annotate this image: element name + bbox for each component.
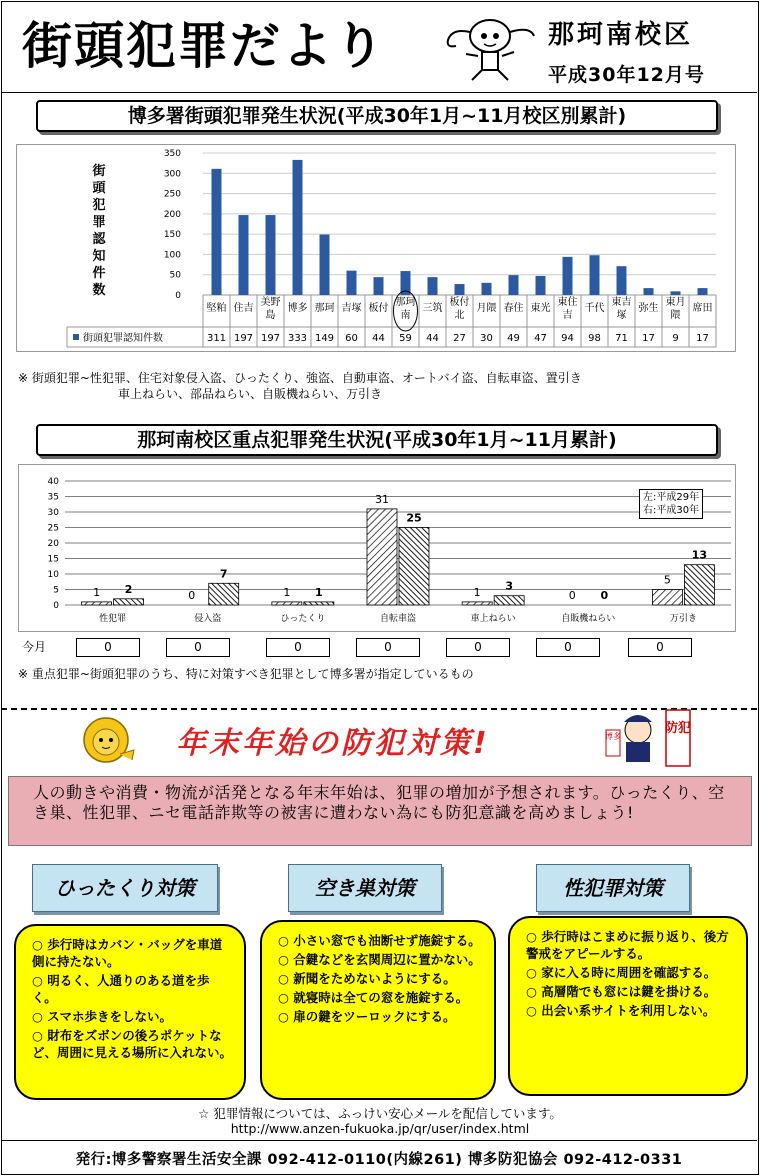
y-tick-label: 0 xyxy=(53,601,59,611)
value-label: 49 xyxy=(507,333,520,344)
value-label: 44 xyxy=(372,333,385,344)
y-tick-label: 50 xyxy=(169,270,181,281)
bar xyxy=(590,255,600,295)
bar xyxy=(347,271,357,295)
campaign-headline: 年末年始の防犯対策! xyxy=(176,726,490,761)
category-label: 那珂 xyxy=(395,297,416,308)
month-value: 0 xyxy=(446,638,510,657)
category-label: 席田 xyxy=(692,303,713,314)
value-label-2018: 1 xyxy=(315,585,323,599)
district-chart xyxy=(16,144,736,352)
y-tick-label: 350 xyxy=(163,149,181,159)
tip-item: ○ スマホ歩きをしない。 xyxy=(32,1009,173,1024)
month-value: 0 xyxy=(536,638,600,657)
value-label-2018: 3 xyxy=(505,579,513,593)
y-axis-label-char: 件 xyxy=(92,266,106,281)
value-label-2017: 0 xyxy=(188,589,196,602)
value-label: 47 xyxy=(534,333,547,344)
bar-2017 xyxy=(652,590,682,606)
bar xyxy=(320,235,330,295)
value-label: 71 xyxy=(615,333,628,344)
y-tick-label: 150 xyxy=(163,230,181,241)
value-label: 59 xyxy=(399,333,412,344)
bar xyxy=(617,266,627,295)
publisher-info: 発行:博多警察署生活安全課 092-412-0110(内線261) 博多防犯協会 092-412-0331 xyxy=(1,1140,757,1169)
y-axis-label-char: 街 xyxy=(92,164,106,179)
bar xyxy=(509,275,519,295)
value-label-2017: 5 xyxy=(663,573,671,587)
tip-item: ○ 財布をズボンの後ろポケットなど、周囲に見える場所に入れない。 xyxy=(32,1028,233,1060)
mail-info: ☆ 犯罪情報については、ふっけい安心メールを配信しています。 xyxy=(198,1106,562,1121)
y-axis-label-char: 頭 xyxy=(92,181,106,196)
section1-note-line2: 車上ねらい、部品ねらい、自販機ねらい、万引き xyxy=(118,387,383,401)
bar-2018 xyxy=(304,602,334,605)
category-label: 月隈 xyxy=(476,303,497,314)
district-chart-svg xyxy=(17,145,735,351)
value-label-2018: 13 xyxy=(691,548,708,562)
bar xyxy=(671,291,681,295)
category-label: 吉 xyxy=(562,310,573,321)
section1-title: 博多署街頭犯罪発生状況(平成30年1月~11月校区別累計) xyxy=(36,100,718,132)
y-axis-label-char: 知 xyxy=(92,249,106,264)
legend-left: 左:平成29年 xyxy=(643,492,700,503)
priority-chart-svg xyxy=(19,465,735,631)
tip-item: ○ 家に入る時に周囲を確認する。 xyxy=(526,965,717,980)
police-sign-small: 博多 xyxy=(605,732,621,741)
bar xyxy=(536,276,546,295)
value-label: 17 xyxy=(642,333,655,344)
category-label: 弥生 xyxy=(638,303,659,314)
category-label: 住吉 xyxy=(233,303,254,314)
y-tick-label: 250 xyxy=(163,189,181,200)
y-axis-label-char: 罪 xyxy=(92,215,106,230)
y-tick-label: 35 xyxy=(47,492,59,503)
value-label: 30 xyxy=(480,333,493,344)
category-label: 板付 xyxy=(449,297,470,308)
column-title-snatching: ひったくり対策 xyxy=(32,864,218,912)
y-tick-label: 20 xyxy=(47,539,59,549)
bar-2018 xyxy=(114,599,144,605)
category-label: 博多 xyxy=(287,303,308,314)
category-label: 三筑 xyxy=(422,303,443,314)
value-label-2017: 1 xyxy=(283,585,291,599)
category-label: 性犯罪 xyxy=(99,614,127,624)
tip-item: ○ 歩行時はカバン・バッグを車道側に持たない。 xyxy=(32,937,223,969)
district-name: 那珂南校区 xyxy=(548,20,694,50)
value-label-2018: 0 xyxy=(600,589,609,602)
bar xyxy=(482,283,492,295)
value-label-2018: 2 xyxy=(124,582,133,596)
y-tick-label: 300 xyxy=(163,169,181,180)
category-label: 千代 xyxy=(584,303,605,314)
value-label-2017: 1 xyxy=(473,585,481,599)
value-label-2017: 31 xyxy=(375,492,389,506)
tips-box-burglary xyxy=(260,920,496,1100)
value-label: 333 xyxy=(287,333,308,344)
tips-box-sexcrime xyxy=(508,916,748,1096)
priority-chart xyxy=(18,464,736,632)
month-value: 0 xyxy=(356,638,420,657)
category-label: 東住 xyxy=(557,297,578,308)
category-label: ひったくり xyxy=(280,614,326,624)
bar xyxy=(455,284,465,295)
section2-note: ※ 重点犯罪~街頭犯罪のうち、特に対策すべき犯罪として博多署が指定しているもの xyxy=(18,667,474,681)
month-value: 0 xyxy=(166,638,230,657)
month-value: 0 xyxy=(266,638,330,657)
y-tick-label: 25 xyxy=(47,523,59,534)
bar xyxy=(563,257,573,295)
month-value: 0 xyxy=(76,638,140,657)
mascot-icon xyxy=(438,8,538,86)
value-label: 197 xyxy=(260,333,281,344)
bar xyxy=(293,160,303,295)
y-tick-label: 30 xyxy=(47,508,59,518)
value-label: 17 xyxy=(696,333,709,344)
tip-item: ○ 扉の鍵をツーロックにする。 xyxy=(278,1009,456,1024)
newsletter-title: 街頭犯罪だより xyxy=(22,16,386,75)
tip-item: ○ 新聞をためないようにする。 xyxy=(278,971,456,986)
bar-2018 xyxy=(684,565,714,605)
value-label: 44 xyxy=(426,333,439,344)
category-label: 自転車盗 xyxy=(379,614,417,624)
category-label: 堅粕 xyxy=(206,303,227,314)
value-label: 9 xyxy=(672,333,679,344)
section2-title: 那珂南校区重点犯罪発生状況(平成30年1月~11月累計) xyxy=(36,424,718,456)
bar xyxy=(428,277,438,295)
bar-2018 xyxy=(494,596,524,605)
y-axis-label-char: 認 xyxy=(92,232,106,247)
category-label: 東光 xyxy=(530,303,551,314)
category-label: 北 xyxy=(454,310,465,321)
y-tick-label: 40 xyxy=(47,477,59,487)
bar-2017 xyxy=(82,602,112,605)
value-label-2017: 1 xyxy=(93,585,101,599)
y-tick-label: 0 xyxy=(175,291,181,301)
value-label: 311 xyxy=(206,333,227,344)
mail-url[interactable]: http://www.anzen-fukuoka.jp/qr/user/index.html xyxy=(230,1121,530,1136)
tip-item: ○ 歩行時はこまめに振り返り、後方警戒をアピールする。 xyxy=(526,929,729,961)
bar xyxy=(644,288,654,295)
legend-right: 右:平成30年 xyxy=(643,505,700,516)
tip-item: ○ 明るく、人通りのある道を歩く。 xyxy=(32,973,210,1005)
category-label: 侵入盗 xyxy=(194,614,222,624)
intro-text: 人の動きや消費・物流が活発となる年末年始は、犯罪の増加が予想されます。ひったくり、空き巣、性犯罪、ニセ電話詐欺等の被害に遭わない為にも防犯意識を高めましょう! xyxy=(33,783,725,822)
category-label: 美野 xyxy=(260,297,281,308)
category-label: 那珂 xyxy=(314,303,335,314)
y-tick-label: 100 xyxy=(163,250,181,261)
tip-item: ○ 合鍵などを玄関周辺に置かない。 xyxy=(278,952,481,967)
y-tick-label: 10 xyxy=(47,570,59,580)
value-label: 60 xyxy=(345,333,358,344)
category-label: 吉塚 xyxy=(341,303,362,314)
tip-item: ○ 小さい窓でも油断せず施錠する。 xyxy=(278,933,481,948)
police-sign-flag: 防犯 xyxy=(664,721,692,736)
value-label: 94 xyxy=(561,333,574,344)
category-label: 東吉 xyxy=(611,297,632,308)
category-label: 東月 xyxy=(665,297,686,308)
section1-note-line1: ※ 街頭犯罪~性犯罪、住宅対象侵入盗、ひったくり、強盗、自動車盗、オートバイ盗、自転車盗、置引き xyxy=(18,371,582,385)
header-divider xyxy=(1,92,757,93)
y-axis-label-char: 数 xyxy=(92,283,106,298)
category-label: 車上ねらい xyxy=(470,614,516,624)
bar xyxy=(239,215,249,295)
category-label: 自販機ねらい xyxy=(561,614,616,624)
tips-box-snatching xyxy=(14,924,246,1100)
bar xyxy=(212,169,222,295)
month-value: 0 xyxy=(628,638,692,657)
value-label: 197 xyxy=(233,333,254,344)
month-label: 今月 xyxy=(22,640,47,654)
category-label: 板付 xyxy=(368,303,389,314)
legend-swatch xyxy=(73,334,79,340)
intro-box xyxy=(8,776,752,846)
tip-item: ○ 出会い系サイトを利用しない。 xyxy=(526,1003,716,1018)
category-label: 塚 xyxy=(616,310,627,321)
tip-item: ○ 就寝時は全ての窓を施錠する。 xyxy=(278,990,469,1005)
column-title-sexcrime: 性犯罪対策 xyxy=(536,864,690,912)
category-label: 南 xyxy=(400,310,411,321)
bar-2017 xyxy=(367,509,397,605)
y-tick-label: 15 xyxy=(47,554,59,565)
value-label: 27 xyxy=(453,333,466,344)
bar-2017 xyxy=(272,602,302,605)
bar-2018 xyxy=(209,583,239,605)
category-label: 隈 xyxy=(670,310,681,321)
chart2-legend xyxy=(639,489,703,519)
tip-item: ○ 高層階でも窓には鍵を掛ける。 xyxy=(526,984,717,999)
value-label: 98 xyxy=(588,333,601,344)
bar-2017 xyxy=(462,602,492,605)
column-title-burglary: 空き巣対策 xyxy=(288,864,442,912)
bar xyxy=(374,277,384,295)
category-label: 島 xyxy=(265,310,276,321)
bar xyxy=(698,288,708,295)
y-tick-label: 200 xyxy=(163,209,181,220)
bar-2018 xyxy=(399,528,429,606)
y-tick-label: 5 xyxy=(53,585,59,596)
category-label: 万引き xyxy=(669,614,697,624)
bar xyxy=(266,215,276,295)
police-officer-icon xyxy=(600,706,700,778)
value-label-2018: 25 xyxy=(406,511,422,525)
mascot-lion-icon xyxy=(76,714,142,772)
y-axis-label-char: 犯 xyxy=(92,198,106,213)
issue-date: 平成30年12月号 xyxy=(548,64,705,86)
category-label: 春住 xyxy=(503,303,524,314)
value-label: 149 xyxy=(314,333,335,344)
value-label-2018: 7 xyxy=(219,567,228,581)
value-label-2017: 0 xyxy=(568,589,576,602)
legend-label: 街頭犯罪認知件数 xyxy=(83,333,163,344)
